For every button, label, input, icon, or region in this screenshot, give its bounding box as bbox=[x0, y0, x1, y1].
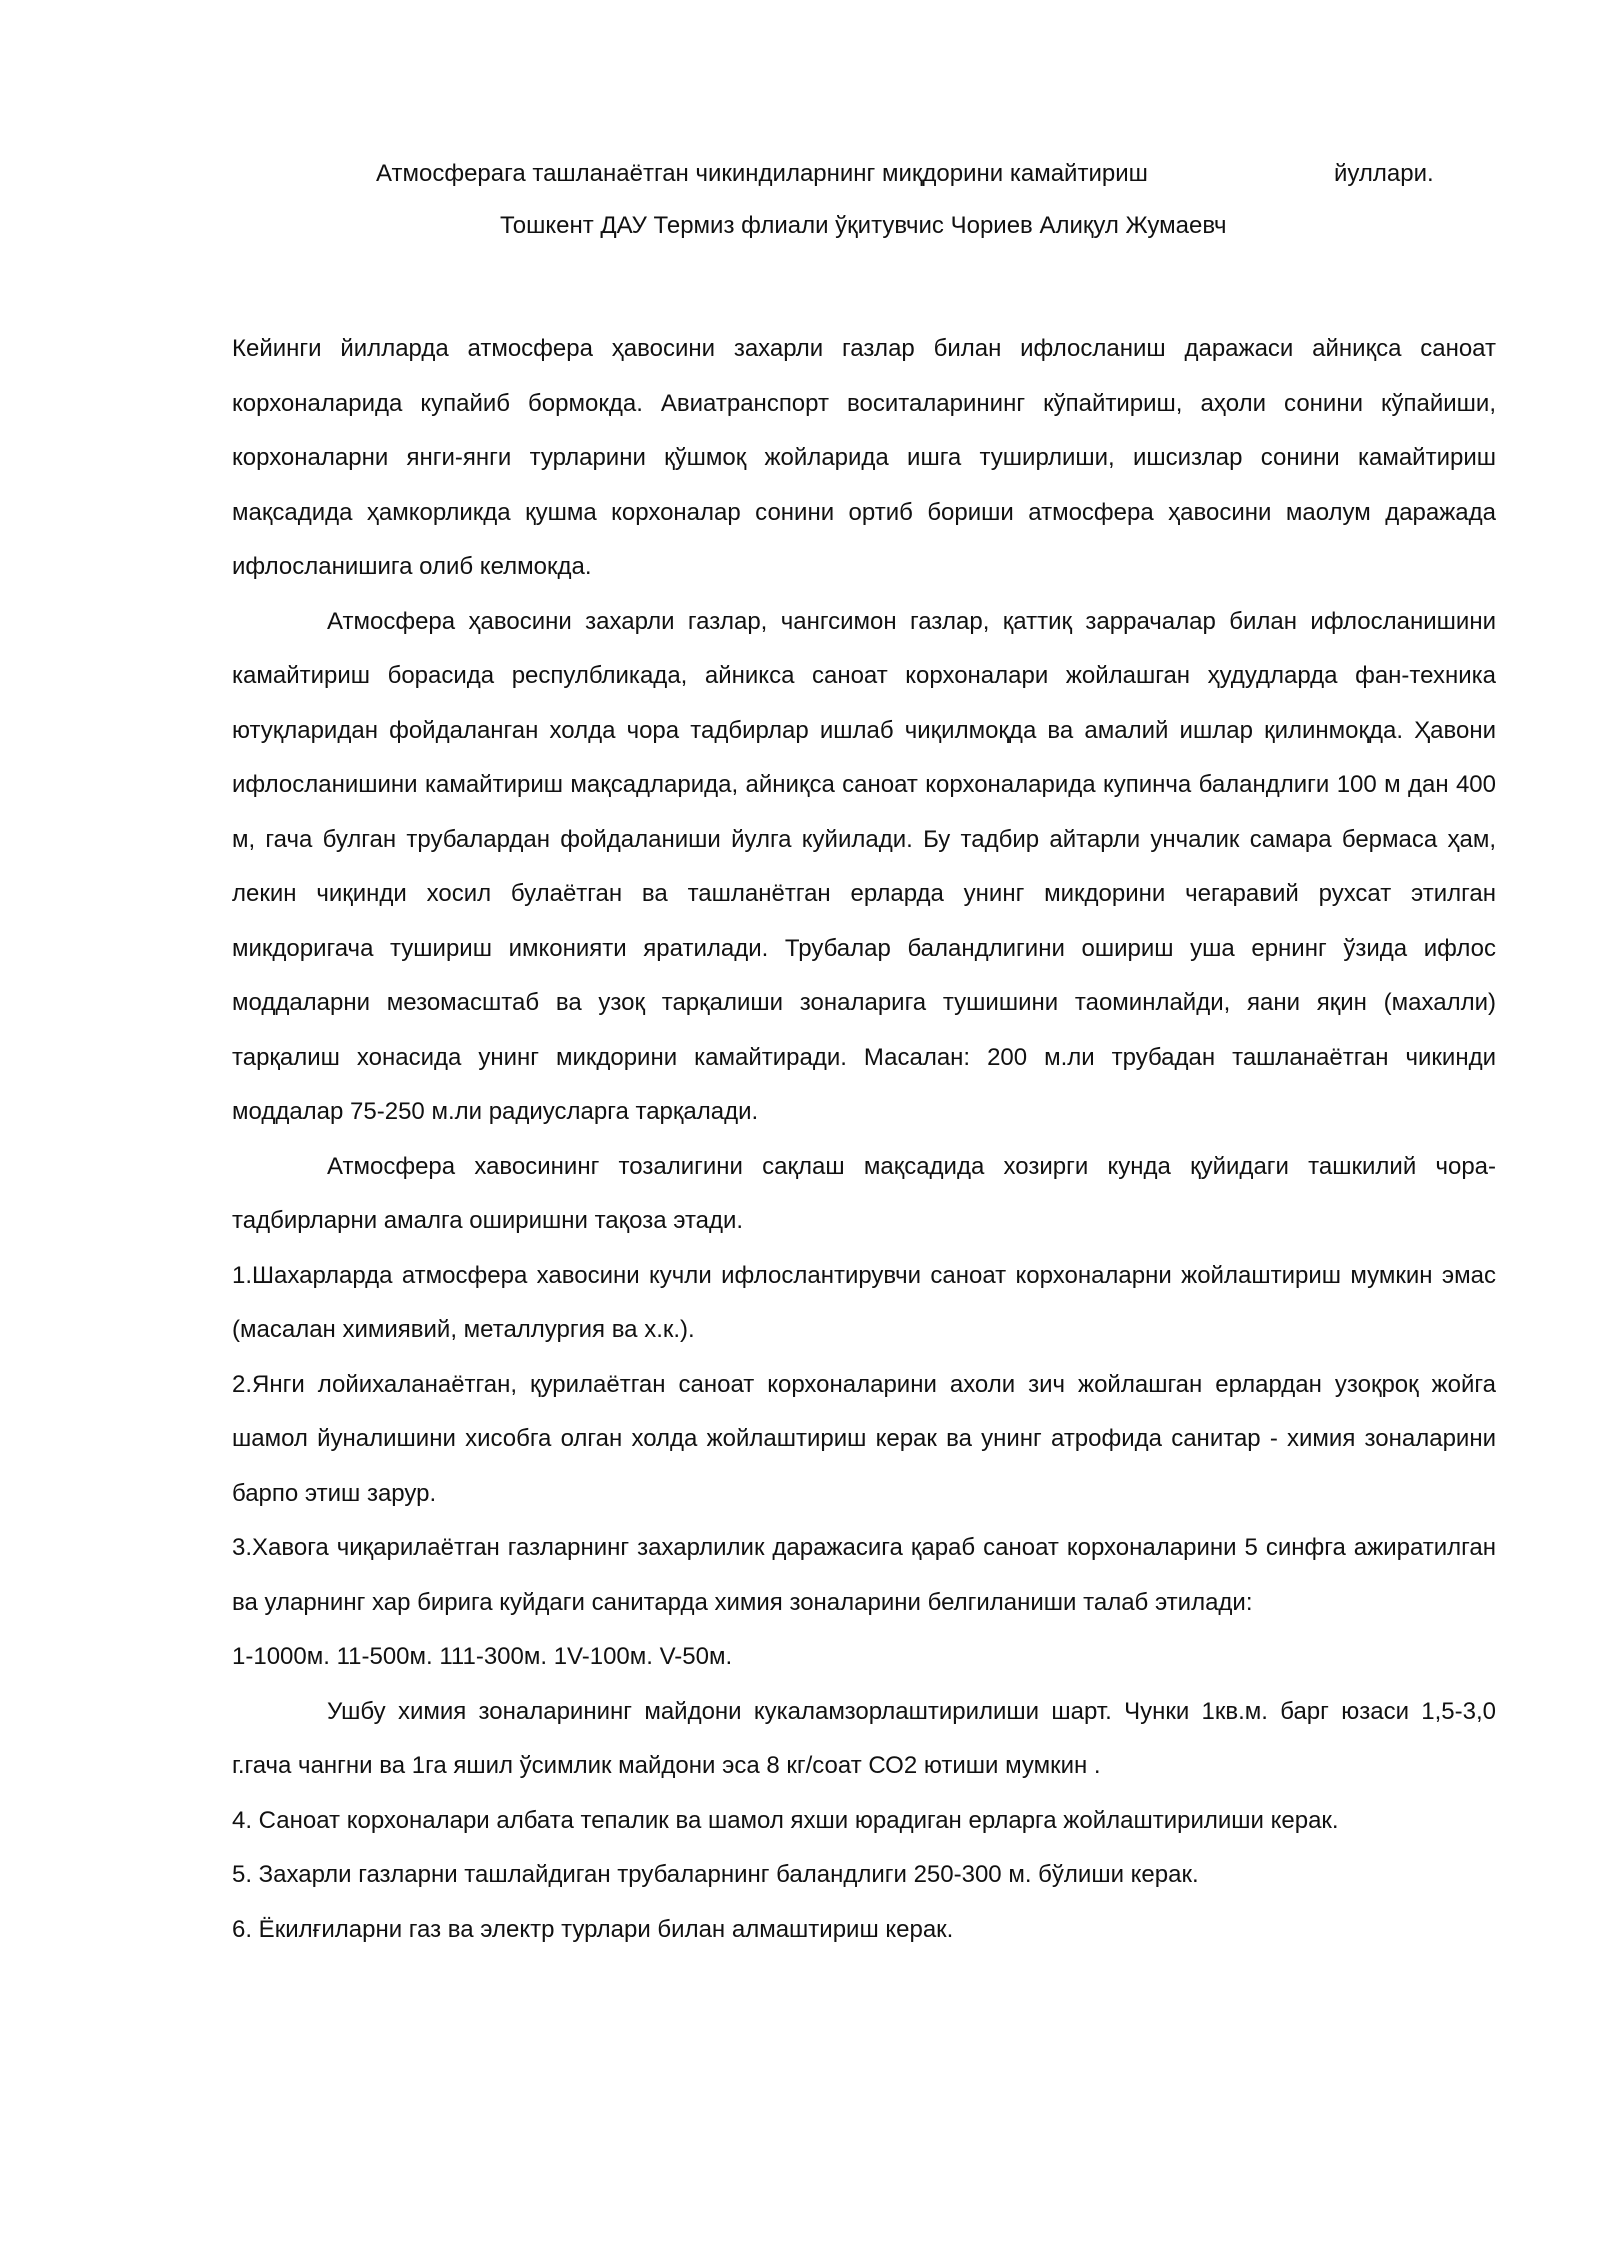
list-item-4: 4. Саноат корхоналари албата тепалик ва шамол яхши юрадиган ерларга жойлаштирилиши керак. bbox=[232, 1806, 1339, 1834]
list-item-1: 1.Шахарларда атмосфера хавосини кучли ифлослантирувчи саноат корхоналарни жойлаштириш мумкин эмас (масалан химиявий, металлургия ва х.к.). bbox=[232, 1261, 1496, 1343]
list-item-3: 3.Хавога чиқарилаётган газларнинг захарлилик даражасига қараб саноат корхоналарини 5 синфга ажиратилган ва уларнинг хар бирига куйдаги санитарда химия зоналарини белгиланиши талаб этилади: bbox=[232, 1534, 1496, 1616]
paragraph-greening: Ушбу химия зоналарининг майдони кукаламзорлаштирилиши шарт. Чунки 1кв.м. барг юзаси 1,5-3,0 г.гача чангни ва 1га яшил ўсимлик майдони эса 8 кг/соат СО2 ютиши мумкин . bbox=[232, 1697, 1496, 1779]
paragraph-2: Атмосфера ҳавосини захарли газлар, чангсимон газлар, қаттиқ заррачалар билан ифлосланишини камайтириш борасида респулбликада, айникса саноат корхоналари жойлашган ҳудудларда фан-техника ютуқларидан фойдаланган холда чора тадбирлар ишлаб чиқилмоқда ва амалий ишлар қилинмоқда. Ҳавони ифлосланишини камайтириш мақсадларида, айниқса саноат корхоналарида купинча баландлиги 100 м дан 400 м, гача булган трубалардан фойдаланиши йулга куйилади. Бу тадбир айтарли унчалик самара бермаса ҳам, лекин чиқинди хосил булаётган ва ташланётган ерларда унинг микдорини чегаравий рухсат этилган микдоригача тушириш имконияти яратилади. Трубалар баландлигини ошириш уша ернинг ўзида ифлос моддаларни мезомасштаб ва узоқ тарқалиши зоналарига тушишини таоминлайди, яани яқин (махалли) тарқалиш хонасида унинг микдорини камайтиради. Масалан: 200 м.ли трубадан ташланаётган чикинди моддалар 75-250 м.ли радиусларга тарқалади. bbox=[232, 607, 1496, 1125]
document-title: Атмосферага ташланаётган чикиндиларнинг миқдорини камайтириш bbox=[376, 160, 1148, 187]
document-body bbox=[232, 322, 1496, 1957]
document-title-end: йуллари. bbox=[1334, 160, 1434, 187]
list-item-6: 6. Ёкилғиларни газ ва электр турлари билан алмаштириш керак. bbox=[232, 1915, 954, 1943]
author-line: Тошкент ДАУ Термиз флиали ўқитувчис Чориев Алиқул Жумаевч bbox=[500, 212, 1227, 239]
list-item-5: 5. Захарли газларни ташлайдиган трубаларнинг баландлиги 250-300 м. бўлиши керак. bbox=[232, 1861, 1199, 1888]
paragraph-3: Атмосфера хавосининг тозалигини сақлаш мақсадида хозирги кунда қуйидаги ташкилий чора-тадбирларни амалга оширишни тақоза этади. bbox=[232, 1152, 1496, 1234]
list-item-2: 2.Янги лойихаланаётган, қурилаётган саноат корхоналарини ахоли зич жойлашган ерлардан узоқроқ жойга шамол йуналишини хисобга олган холда жойлаштириш керак ва унинг атрофида санитар - химия зоналарини барпо этиш зарур. bbox=[232, 1370, 1496, 1507]
paragraph-1: Кейинги йилларда атмосфера ҳавосини захарли газлар билан ифлосланиш даражаси айниқса саноат корхоналарида купайиб бормокда. Авиатранспорт воситаларининг кўпайтириш, аҳоли сонини кўпайиши, корхоналарни янги-янги турларини қўшмоқ жойларида ишга туширлиши, ишсизлар сонини камайтириш мақсадида ҳамкорликда қушма корхоналар сонини ортиб бориши атмосфера ҳавосини маолум даражада ифлосланишига олиб келмокда. bbox=[232, 335, 1496, 580]
zone-sizes-line: 1-1000м. 11-500м. 111-300м. 1V-100м. V-50м. bbox=[232, 1643, 733, 1670]
